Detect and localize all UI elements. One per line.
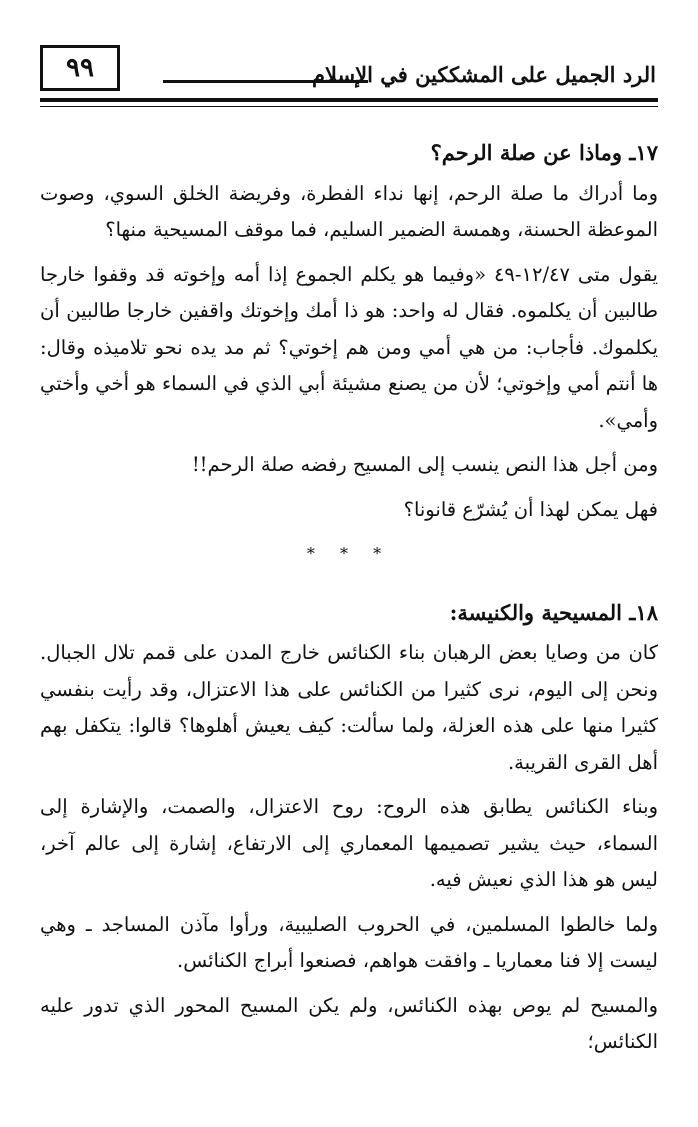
paragraph: وما أدراك ما صلة الرحم، إنها نداء الفطرة، وفريضة الخلق السوي، وصوت الموعظة الحسنة، وهمسة الضمير السليم، فما موقف المسيحية منها؟: [40, 181, 658, 241]
paragraph: وبناء الكنائس يطابق هذه الروح: روح الاعتزال، والصمت، والإشارة إلى السماء، حيث يشير تصميمها المعماري إلى الارتفاع، إشارة إلى عالم آخر، ليس هو هذا الذي نعيش فيه.: [40, 795, 658, 891]
running-header-title: الرد الجميل على المشككين في الإسلام: [312, 62, 656, 87]
section-heading: ١٨ـ المسيحية والكنيسة:: [449, 599, 658, 625]
page-body: [40, 135, 658, 1069]
section-heading: ١٧ـ وماذا عن صلة الرحم؟: [430, 140, 658, 165]
paragraph: والمسيح لم يوص بهذه الكنائس، ولم يكن المسيح المحور الذي تدور عليه الكنائس؛: [40, 993, 658, 1053]
page-number: ٩٩: [66, 53, 94, 83]
paragraph: كان من وصايا بعض الرهبان بناء الكنائس خارج المدن على قمم تلال الجبال. ونحن إلى اليوم، نرى كثيرا من الكنائس على هذا الاعتزال، وقد رأيت بنفسي كثيرا منها على هذه العزلة، ولما سألت: كيف يعيش أهلوها؟ قالوا: يتكفل بهم أهل القرى القريبة.: [40, 641, 658, 774]
section-17: [40, 135, 658, 528]
page-number-box: [40, 45, 120, 91]
section-18: [40, 595, 658, 1061]
header-rule-thin: [40, 106, 658, 107]
section-separator: * * *: [306, 544, 392, 563]
paragraph: فهل يمكن لهذا أن يُشرّع قانونا؟: [403, 497, 658, 521]
header-rule-thick: [40, 98, 658, 102]
paragraph: يقول متى ١٢/٤٧-٤٩ «وفيما هو يكلم الجموع إذا أمه وإخوته قد وقفوا خارجا طالبين أن يكلموه. فقال له واحد: هو ذا أمك وإخوتك واقفين خارجا طالبين أن يكلموك. فأجاب: من هي أمي ومن هم إخوتي؟ ثم مد يده نحو تلاميذه وقال: ها أنتم أمي وإخوتي؛ لأن من يصنع مشيئة أبي الذي في السماء هو أخي وأختي وأمي».: [40, 262, 658, 432]
paragraph: ومن أجل هذا النص ينسب إلى المسيح رفضه صلة الرحم!!: [191, 453, 658, 476]
paragraph: ولما خالطوا المسلمين، في الحروب الصليبية، ورأوا مآذن المساجد ـ وهي ليست إلا فنا معماريا ـ وافقت هواهم، فصنعوا أبراج الكنائس.: [40, 912, 658, 972]
